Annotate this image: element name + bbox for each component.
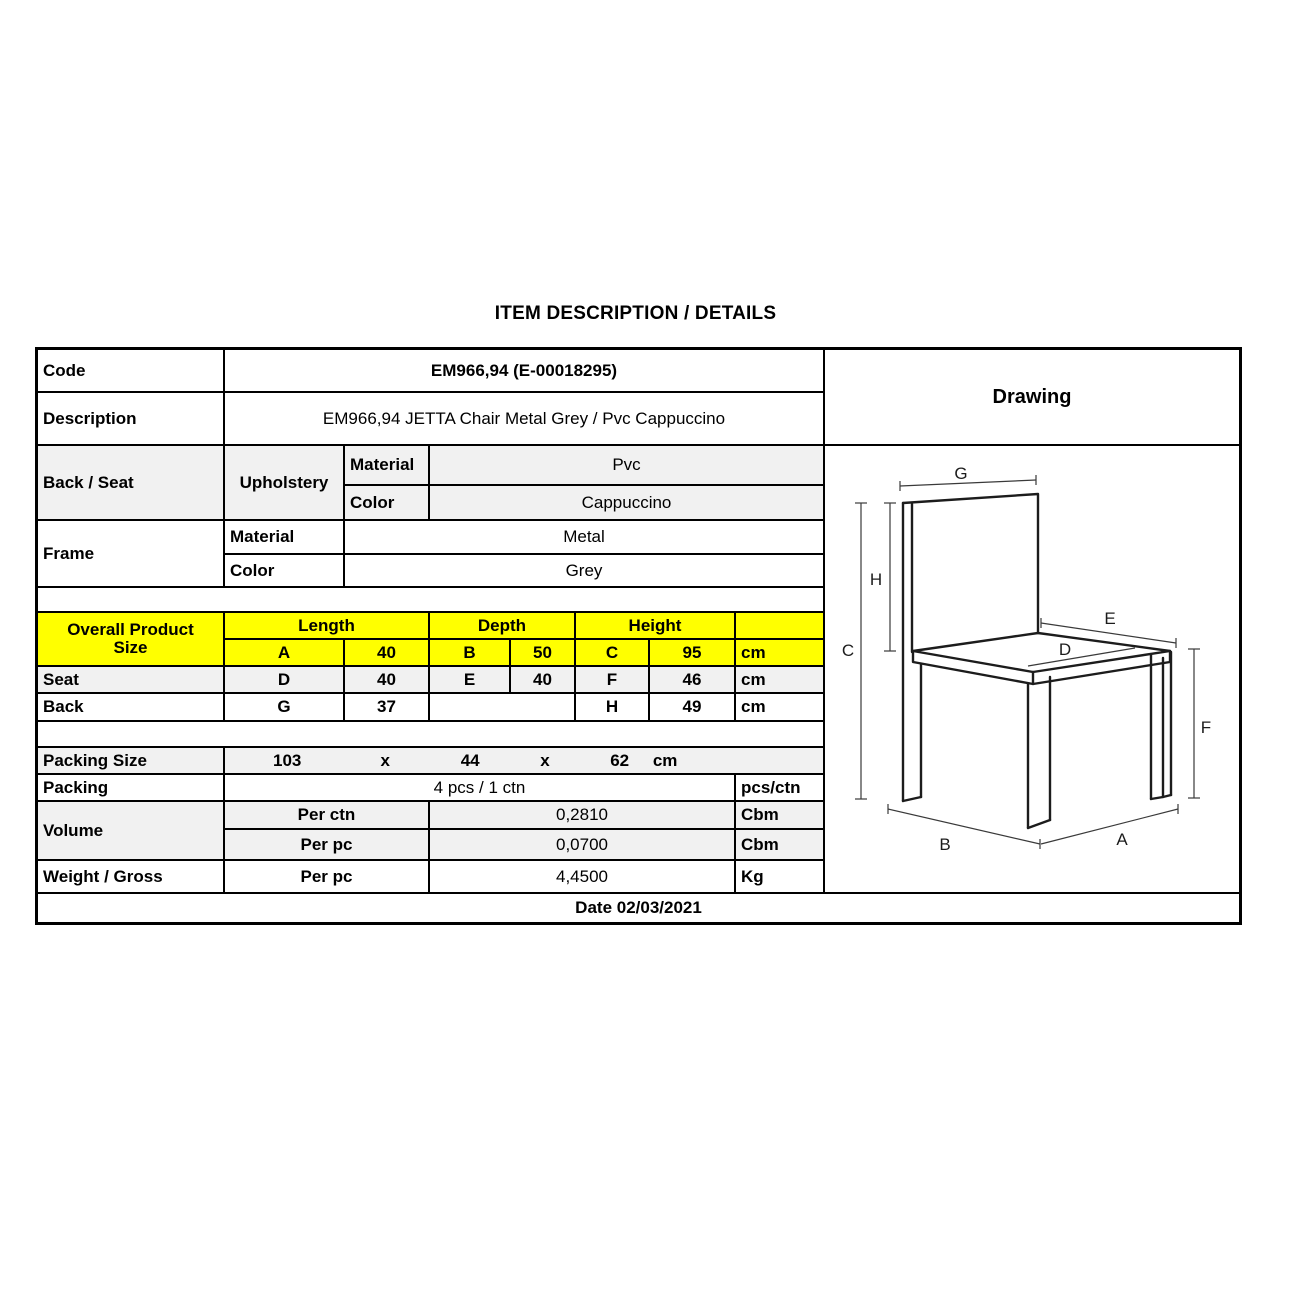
- description-label: Description: [38, 393, 225, 446]
- length-header: Length: [225, 613, 430, 640]
- weight-unit: Kg: [736, 861, 823, 894]
- overall-c-value: 95: [650, 640, 736, 667]
- chair-outline: [903, 494, 1171, 828]
- dim-label-d: D: [1058, 640, 1072, 659]
- volume-per-pc-value: 0,0700: [430, 830, 736, 861]
- code-value: EM966,94 (E-00018295): [225, 350, 823, 393]
- weight-label: Weight / Gross: [38, 861, 225, 894]
- dim-label-b: B: [939, 835, 951, 854]
- depth-header: Depth: [430, 613, 576, 640]
- packing-size-label: Packing Size: [38, 748, 225, 775]
- volume-per-ctn-value: 0,2810: [430, 802, 736, 830]
- back-h-value: 49: [650, 694, 736, 722]
- upholstery-color-value: Cappuccino: [430, 486, 823, 521]
- volume-per-pc-unit: Cbm: [736, 830, 823, 861]
- overall-c-key: C: [576, 640, 650, 667]
- packing-size-dim2: 44: [460, 750, 480, 770]
- back-unit: cm: [736, 694, 823, 722]
- packing-size-sep1: x: [380, 750, 390, 770]
- size-header-empty-cell: [736, 613, 823, 640]
- upholstery-material-label: Material: [345, 446, 430, 486]
- back-label: Back: [38, 694, 225, 722]
- spacer-row-1: [38, 588, 823, 613]
- dim-label-f: F: [1200, 718, 1212, 737]
- overall-a-value: 40: [345, 640, 430, 667]
- packing-size-sep2: x: [540, 750, 550, 770]
- upholstery-color-label: Color: [345, 486, 430, 521]
- seat-d-key: D: [225, 667, 345, 694]
- date-row: Date 02/03/2021: [38, 894, 1239, 922]
- drawing-title: Drawing: [825, 350, 1239, 446]
- height-header: Height: [576, 613, 736, 640]
- volume-label: Volume: [38, 802, 225, 861]
- seat-f-key: F: [576, 667, 650, 694]
- seat-e-value: 40: [511, 667, 576, 694]
- overall-unit: cm: [736, 640, 823, 667]
- drawing-area: [825, 446, 1239, 892]
- dim-label-h: H: [869, 570, 883, 589]
- back-g-key: G: [225, 694, 345, 722]
- spacer-row-2: [38, 722, 823, 748]
- dim-label-e: E: [1104, 609, 1116, 628]
- dimension-labels: [842, 464, 1211, 854]
- page-title: ITEM DESCRIPTION / DETAILS: [494, 303, 777, 324]
- dim-label-c: C: [841, 641, 855, 660]
- dim-label-a: A: [1116, 830, 1128, 849]
- overall-a-key: A: [225, 640, 345, 667]
- frame-color-value: Grey: [345, 555, 823, 588]
- seat-d-value: 40: [345, 667, 430, 694]
- upholstery-label: Upholstery: [225, 446, 345, 521]
- packing-size-values: [225, 748, 823, 775]
- packing-size-dim1: 103: [273, 750, 302, 770]
- drawing-panel: [823, 350, 1239, 894]
- weight-value: 4,4500: [430, 861, 736, 894]
- dim-label-g: G: [954, 464, 968, 483]
- back-empty-cell: [430, 694, 576, 722]
- volume-per-pc-label: Per pc: [225, 830, 430, 861]
- back-h-key: H: [576, 694, 650, 722]
- description-value: EM966,94 JETTA Chair Metal Grey / Pvc Cappuccino: [225, 393, 823, 446]
- spec-table: [35, 347, 1242, 925]
- frame-label: Frame: [38, 521, 225, 588]
- volume-per-ctn-unit: Cbm: [736, 802, 823, 830]
- overall-b-key: B: [430, 640, 511, 667]
- chair-drawing: [825, 446, 1239, 892]
- seat-label: Seat: [38, 667, 225, 694]
- back-seat-label: Back / Seat: [38, 446, 225, 521]
- code-label: Code: [38, 350, 225, 393]
- frame-material-label: Material: [225, 521, 345, 555]
- packing-unit: pcs/ctn: [736, 775, 823, 802]
- frame-color-label: Color: [225, 555, 345, 588]
- frame-material-value: Metal: [345, 521, 823, 555]
- upholstery-material-value: Pvc: [430, 446, 823, 486]
- volume-per-ctn-label: Per ctn: [225, 802, 430, 830]
- packing-size-unit: cm: [652, 750, 678, 770]
- overall-size-label: Overall Product Size: [38, 613, 225, 667]
- seat-f-value: 46: [650, 667, 736, 694]
- seat-unit: cm: [736, 667, 823, 694]
- overall-b-value: 50: [511, 640, 576, 667]
- weight-per-pc-label: Per pc: [225, 861, 430, 894]
- back-g-value: 37: [345, 694, 430, 722]
- packing-size-dim3: 62: [610, 750, 630, 770]
- packing-value: 4 pcs / 1 ctn: [225, 775, 736, 802]
- packing-label: Packing: [38, 775, 225, 802]
- seat-e-key: E: [430, 667, 511, 694]
